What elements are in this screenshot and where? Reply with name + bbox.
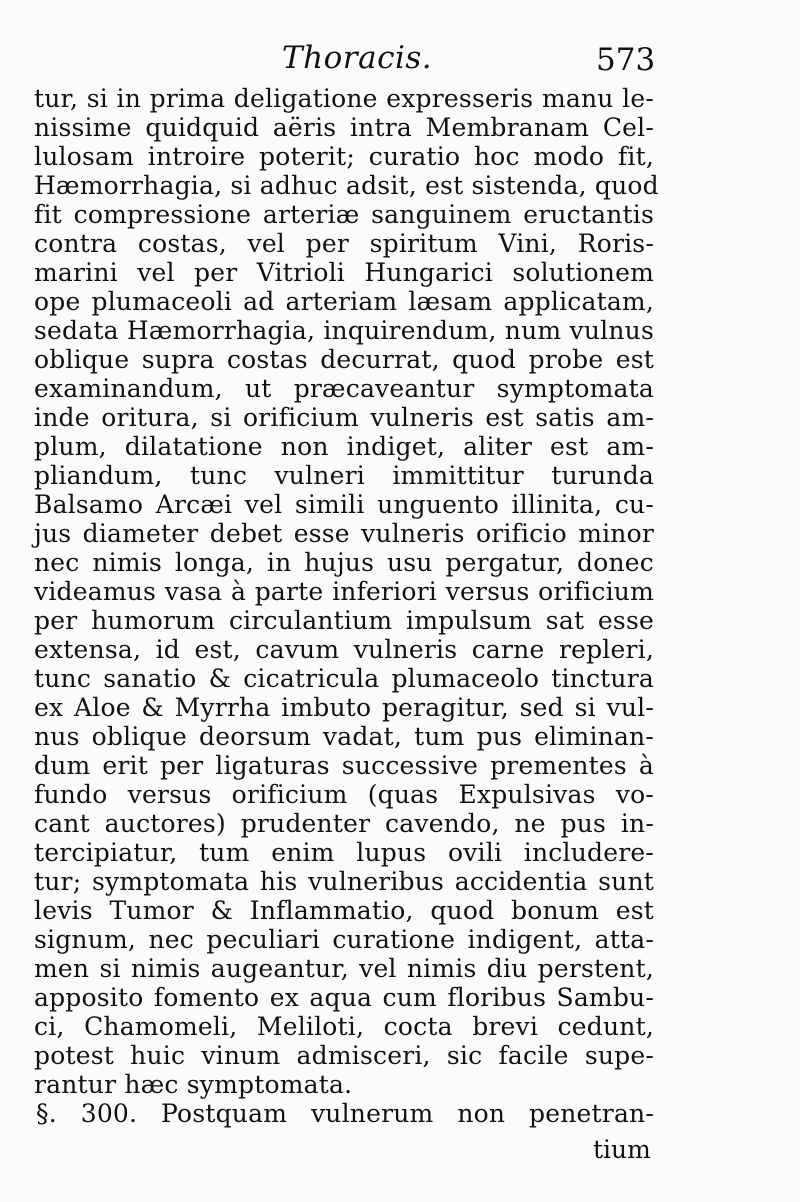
paragraph-end-line: rantur hæc symptomata.	[34, 1070, 353, 1099]
text-line: tur; symptomata his vulneribus accidentia sunt	[34, 867, 654, 896]
text-line: nec nimis longa, in hujus usu pergatur, donec	[34, 548, 654, 577]
text-line: nus oblique deorsum vadat, tum pus eliminan-	[34, 722, 654, 751]
text-line: tunc sanatio & cicatricula plumaceolo tinctura	[34, 664, 654, 693]
text-line: men si nimis augeantur, vel nimis diu perstent,	[34, 954, 654, 983]
text-line: ex Aloe & Myrrha imbuto peragitur, sed si vul-	[34, 693, 654, 722]
text-line: fit compressione arteriæ sanguinem eructantis	[34, 200, 654, 229]
text-line: ope plumaceoli ad arteriam læsam applicatam,	[34, 287, 654, 316]
text-line: pliandum, tunc vulneri immittitur turunda	[34, 461, 654, 490]
text-line: levis Tumor & Inflammatio, quod bonum est	[34, 896, 654, 925]
text-line: videamus vasa à parte inferiori versus orificium	[34, 577, 654, 606]
text-line: marini vel per Vitrioli Hungarici solutionem	[34, 258, 654, 287]
text-line: examinandum, ut præcaveantur symptomata	[34, 374, 654, 403]
running-head: Thoracis.	[282, 40, 433, 76]
catchword: tium	[593, 1135, 651, 1164]
text-line: sedata Hæmorrhagia, inquirendum, num vulnus	[34, 316, 654, 345]
text-line: potest huic vinum admisceri, sic facile supe-	[34, 1041, 654, 1070]
text-line: Balsamo Arcæi vel simili unguento illinita, cu-	[34, 490, 654, 519]
section-start-line: §. 300. Postquam vulnerum non penetran-	[36, 1099, 654, 1128]
page-number: 573	[596, 42, 656, 78]
text-line: signum, nec peculiari curatione indigent, atta-	[34, 925, 654, 954]
text-line: ci, Chamomeli, Meliloti, cocta brevi cedunt,	[34, 1012, 654, 1041]
text-line: nissime quidquid aëris intra Membranam Cel-	[34, 113, 654, 142]
text-line: tercipiatur, tum enim lupus ovili includere-	[34, 838, 654, 867]
page-header	[0, 40, 800, 90]
text-line: oblique supra costas decurrat, quod probe est	[34, 345, 654, 374]
text-line: dum erit per ligaturas successive prementes à	[34, 751, 654, 780]
body-text	[34, 84, 659, 1128]
text-line: cant auctores) prudenter cavendo, ne pus in-	[34, 809, 654, 838]
text-line: lulosam introire poterit; curatio hoc modo fit,	[34, 142, 654, 171]
text-line: plum, dilatatione non indiget, aliter est am-	[34, 432, 654, 461]
text-line: tur, si in prima deligatione expresseris manu le-	[34, 84, 654, 113]
text-line: fundo versus orificium (quas Expulsivas vo-	[34, 780, 654, 809]
text-line: inde oritura, si orificium vulneris est satis am-	[34, 403, 654, 432]
text-line: Hæmorrhagia, si adhuc adsit, est sistenda, quod	[34, 171, 659, 200]
text-line: per humorum circulantium impulsum sat esse	[34, 606, 654, 635]
text-line: extensa, id est, cavum vulneris carne repleri,	[34, 635, 654, 664]
text-line: jus diameter debet esse vulneris orificio minor	[34, 519, 654, 548]
text-line: apposito fomento ex aqua cum floribus Sambu-	[34, 983, 654, 1012]
text-line: contra costas, vel per spiritum Vini, Roris-	[34, 229, 654, 258]
